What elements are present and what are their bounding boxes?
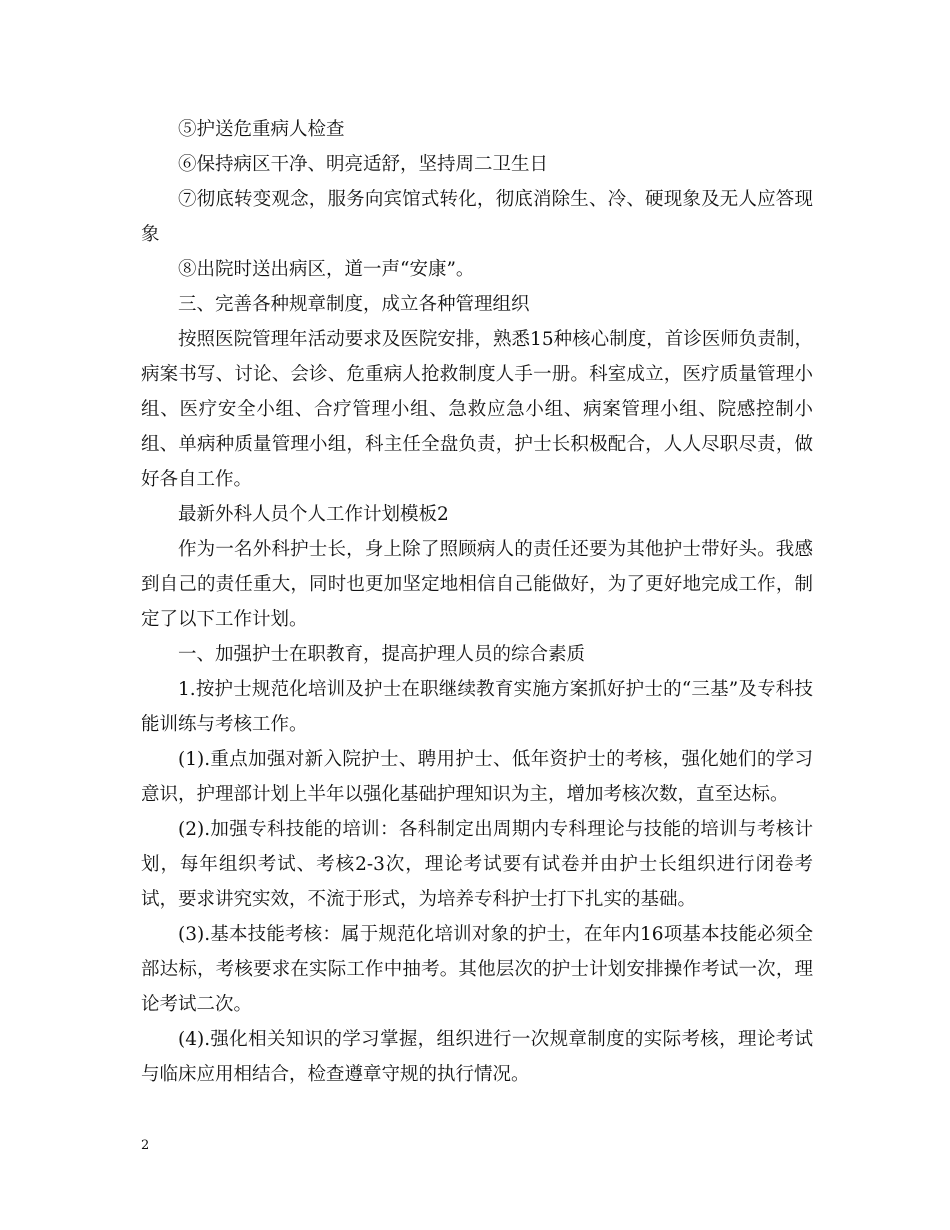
body-paragraph: (2).加强专科技能的培训：各科制定出周期内专科理论与技能的培训与考核计划，每年组织考试、考核2-3次，理论考试要有试卷并由护士长组织进行闭卷考试，要求讲究实效，不流于形式，为培养专科护士打下扎实的基础。 xyxy=(141,819,813,910)
body-paragraph: 按照医院管理年活动要求及医院安排，熟悉15种核心制度，首诊医师负责制，病案书写、讨论、会诊、危重病人抢救制度人手一册。科室成立，医疗质量管理小组、医疗安全小组、合疗管理小组、急救应急小组、病案管理小组、院感控制小组、单病种质量管理小组，科主任全盘负责，护士长积极配合，人人尽职尽责，做好各自工作。 xyxy=(141,329,813,490)
list-item: ⑥保持病区干净、明亮适舒，坚持周二卫生日 xyxy=(178,154,549,175)
page-number: 2 xyxy=(141,1138,150,1153)
document-page xyxy=(141,112,813,1092)
document-title: 最新外科人员个人工作计划模板2 xyxy=(178,504,449,525)
body-paragraph: 1.按护士规范化培训及护士在职继续教育实施方案抓好护士的“三基”及专科技能训练与考核工作。 xyxy=(141,679,813,735)
list-item: ⑦彻底转变观念，服务向宾馆式转化，彻底消除生、冷、硬现象及无人应答现象 xyxy=(141,189,813,245)
body-paragraph: (4).强化相关知识的学习掌握，组织进行一次规章制度的实际考核，理论考试与临床应用相结合，检查遵章守规的执行情况。 xyxy=(141,1029,813,1085)
body-paragraph: 作为一名外科护士长，身上除了照顾病人的责任还要为其他护士带好头。我感到自己的责任重大，同时也更加坚定地相信自己能做好，为了更好地完成工作，制定了以下工作计划。 xyxy=(141,539,813,630)
list-item: ⑧出院时送出病区，道一声“安康”。 xyxy=(178,259,475,280)
section-heading: 一、加强护士在职教育，提高护理人员的综合素质 xyxy=(178,644,586,665)
body-paragraph: (1).重点加强对新入院护士、聘用护士、低年资护士的考核，强化她们的学习意识，护理部计划上半年以强化基础护理知识为主，增加考核次数，直至达标。 xyxy=(141,749,813,805)
section-heading: 三、完善各种规章制度，成立各种管理组织 xyxy=(178,294,530,315)
list-item: ⑤护送危重病人检查 xyxy=(178,119,345,140)
body-paragraph: (3).基本技能考核：属于规范化培训对象的护士，在年内16项基本技能必须全部达标，考核要求在实际工作中抽考。其他层次的护士计划安排操作考试一次，理论考试二次。 xyxy=(141,924,813,1015)
